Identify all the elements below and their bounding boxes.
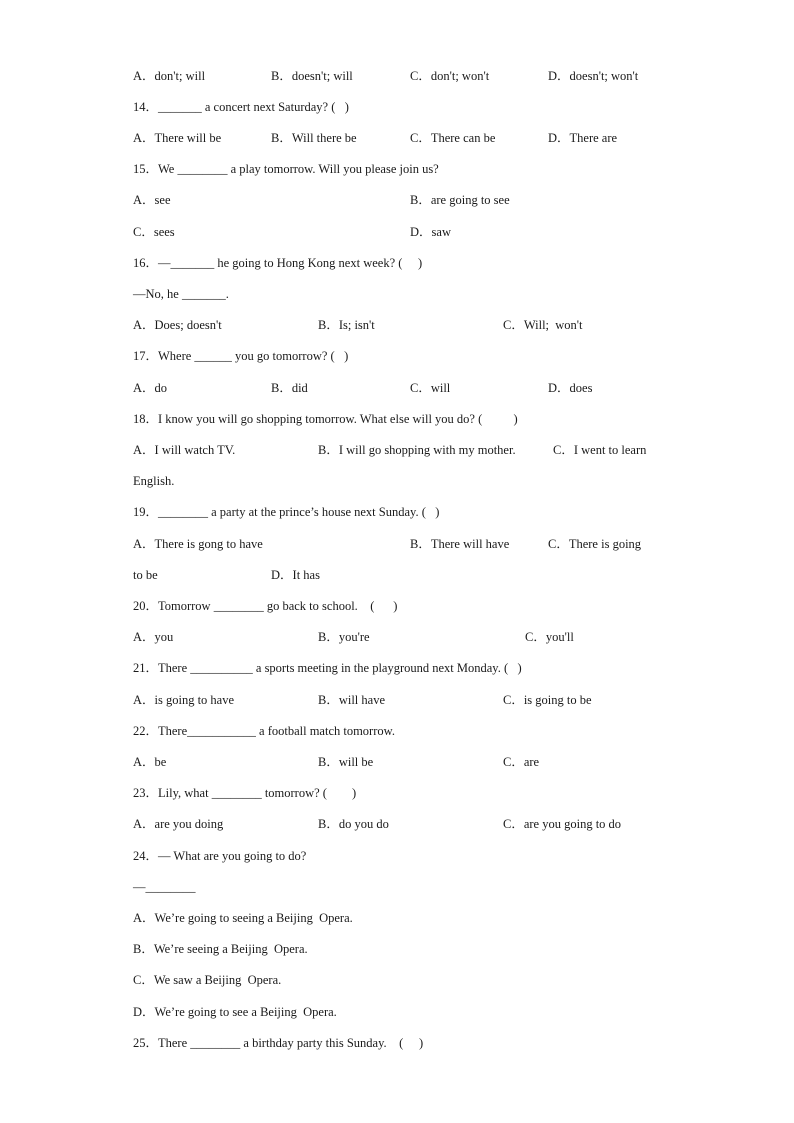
q14-stem: 14．_______ a concert next Saturday? ( ) xyxy=(133,100,349,114)
q22-stem: 22．There___________ a football match tomorrow. xyxy=(133,724,395,738)
q18-continuation: English. xyxy=(133,474,175,488)
q24-answer-line: —________ xyxy=(133,880,196,894)
q14-option-c: C．There can be xyxy=(410,131,496,145)
q15-option-c: C．sees xyxy=(133,225,175,239)
q19-option-b: B．There will have xyxy=(410,537,510,551)
q17-option-b: B．did xyxy=(271,381,308,395)
q20-option-c: C．you'll xyxy=(525,630,574,644)
q20-option-a: A．you xyxy=(133,630,174,644)
q19-option-a: A．There is gong to have xyxy=(133,537,263,551)
q15-option-d: D．saw xyxy=(410,225,451,239)
q25-stem: 25．There ________ a birthday party this Sunday. ( ) xyxy=(133,1036,424,1050)
q19-option-d: D．It has xyxy=(271,568,320,582)
q13-option-c: C．don't; won't xyxy=(410,69,490,83)
q23-option-a: A．are you doing xyxy=(133,817,224,831)
q14-option-b: B．Will there be xyxy=(271,131,357,145)
q23-option-b: B．do you do xyxy=(318,817,389,831)
q24-option-d: D．We’re going to see a Beijing Opera. xyxy=(133,1005,337,1019)
q14-option-d: D．There are xyxy=(548,131,618,145)
q18-stem: 18．I know you will go shopping tomorrow. What else will you do? ( ) xyxy=(133,412,518,426)
q20-option-b: B．you're xyxy=(318,630,370,644)
q15-option-b: B．are going to see xyxy=(410,193,510,207)
q23-stem: 23．Lily, what ________ tomorrow? ( ) xyxy=(133,786,357,800)
q17-option-c: C．will xyxy=(410,381,451,395)
q21-option-b: B．will have xyxy=(318,693,386,707)
q16-option-a: A．Does; doesn't xyxy=(133,318,222,332)
q24-stem: 24．— What are you going to do? xyxy=(133,849,307,863)
q24-option-a: A．We’re going to seeing a Beijing Opera. xyxy=(133,911,353,925)
q14-option-a: A．There will be xyxy=(133,131,222,145)
q21-stem: 21．There __________ a sports meeting in the playground next Monday. ( ) xyxy=(133,661,522,675)
q17-option-a: A．do xyxy=(133,381,168,395)
q22-option-b: B．will be xyxy=(318,755,374,769)
q23-option-c: C．are you going to do xyxy=(503,817,622,831)
q18-option-a: A．I will watch TV. xyxy=(133,443,236,457)
q19-continuation: to be xyxy=(133,568,158,582)
q24-option-b: B．We’re seeing a Beijing Opera. xyxy=(133,942,308,956)
q18-option-c: C．I went to learn xyxy=(553,443,647,457)
q13-option-d: D．doesn't; won't xyxy=(548,69,639,83)
q17-stem: 17．Where ______ you go tomorrow? ( ) xyxy=(133,349,349,363)
q16-stem: 16．—_______ he going to Hong Kong next week? ( ) xyxy=(133,256,423,270)
q21-option-c: C．is going to be xyxy=(503,693,592,707)
q19-stem: 19．________ a party at the prince’s house next Sunday. ( ) xyxy=(133,505,440,519)
q15-option-a: A．see xyxy=(133,193,171,207)
q22-option-a: A．be xyxy=(133,755,167,769)
q16-answer-line: —No, he _______. xyxy=(133,287,229,301)
q20-stem: 20．Tomorrow ________ go back to school. ( ) xyxy=(133,599,398,613)
q19-option-c: C．There is going xyxy=(548,537,642,551)
q17-option-d: D．does xyxy=(548,381,593,395)
q16-option-c: C．Will; won't xyxy=(503,318,583,332)
q18-option-b: B．I will go shopping with my mother. xyxy=(318,443,516,457)
q15-stem: 15．We ________ a play tomorrow. Will you please join us? xyxy=(133,162,439,176)
q13-option-a: A．don't; will xyxy=(133,69,206,83)
q24-option-c: C．We saw a Beijing Opera. xyxy=(133,973,282,987)
q13-option-b: B．doesn't; will xyxy=(271,69,353,83)
q22-option-c: C．are xyxy=(503,755,540,769)
q21-option-a: A．is going to have xyxy=(133,693,235,707)
q16-option-b: B．Is; isn't xyxy=(318,318,375,332)
